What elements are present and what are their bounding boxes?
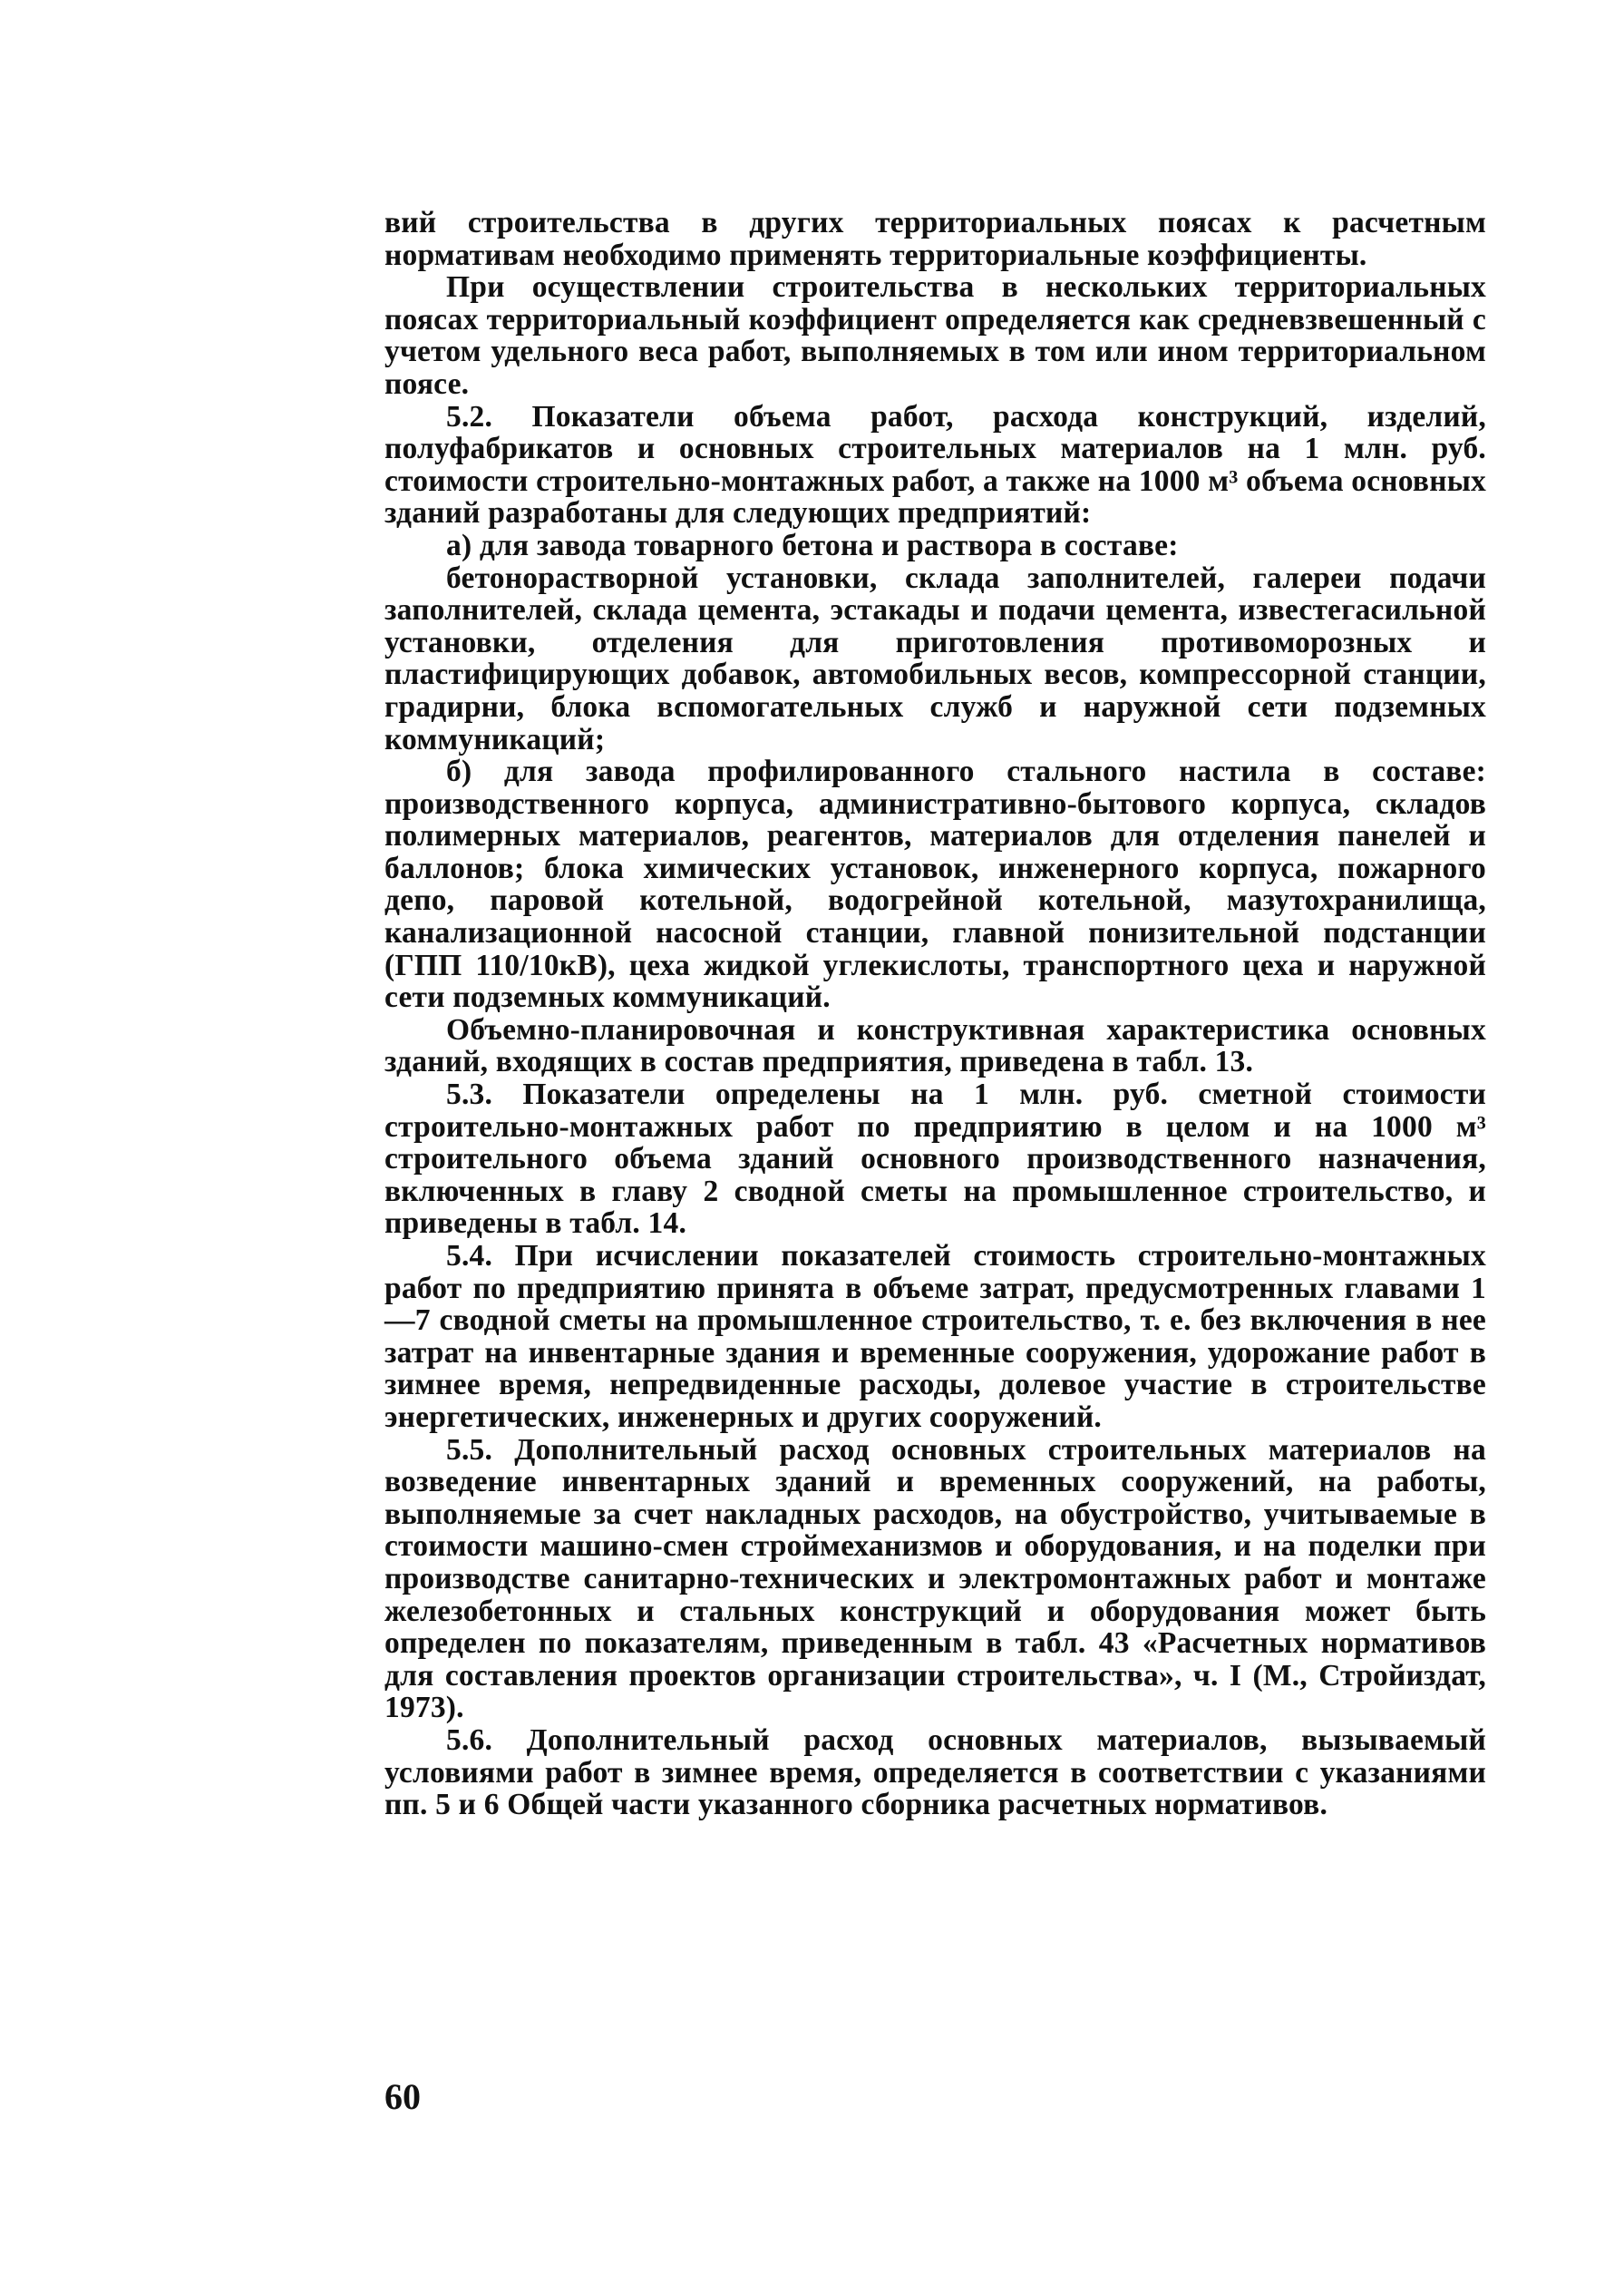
paragraph-5-6: 5.6. Дополнительный расход основных материалов, вызываемый условиями работ в зимнее время, определяется в соответствии с указаниями пп. 5 и 6 Общей части указанного сборника расчетных нормативов. bbox=[384, 1722, 1486, 1822]
paragraph-5-2: 5.2. Показатели объема работ, расхода конструкций, изделий, полуфабрикатов и основных строительных материалов на 1 млн. руб. стоимости строительно-монтажных работ, а также на 1000 м³ объема основных зданий разработаны для следующих предприятий: bbox=[384, 399, 1486, 531]
body-text bbox=[384, 207, 1486, 1821]
paragraph-5-3: 5.3. Показатели определены на 1 млн. руб. сметной стоимости строительно-монтажных работ по предприятию в целом и на 1000 м³ строительного объема зданий основного производственного назначения, включенных в главу 2 сводной сметы на промышленное строительство, и приведены в табл. 14. bbox=[384, 1078, 1486, 1241]
paragraph-list-b: б) для завода профилированного стального настила в составе: производственного корпуса, административно-бытового корпуса, складов полимерных материалов, реагентов, материалов для отделения панелей и баллонов; блока химических установок, инженерного корпуса, пожарного депо, паровой котельной, водогрейной котельной, мазутохранилища, канализационной насосной станции, главной понизительной подстанции (ГПП 110/10кВ), цеха жидкой углекислоты, транспортного цеха и наружной сети подземных коммуникаций. bbox=[384, 755, 1486, 1015]
paragraph-5-4: 5.4. При исчислении показателей стоимость строительно-монтажных работ по предприятию принята в объеме затрат, предусмотренных главами 1—7 сводной сметы на промышленное строительство, т. е. без включения в нее затрат на инвентарные здания и временные сооружения, удорожание работ в зимнее время, непредвиденные расходы, долевое участие в строительстве энергетических, инженерных и других сооружений. bbox=[384, 1239, 1486, 1434]
paragraph-list-a: а) для завода товарного бетона и раствора в составе: bbox=[446, 528, 1179, 562]
page-number: 60 bbox=[384, 2076, 421, 2117]
paragraph-5-5: 5.5. Дополнительный расход основных строительных материалов на возведение инвентарных зданий и временных сооружений, на работы, выполняемые за счет накладных расходов, на обустройство, учитываемые в стоимости машино-смен строймеханизмов и оборудования, и на поделки при производстве санитарно-технических и электромонтажных работ и монтаже железобетонных и стальных конструкций и оборудования может быть определен по показателям, приведенным в табл. 43 «Расчетных нормативов для составления проектов организации строительства», ч. I (М., Стройиздат, 1973). bbox=[384, 1432, 1486, 1725]
paragraph-territorial-coefficient: При осуществлении строительства в нескольких территориальных поясах территориальный коэффициент определяется как средневзвешенный с учетом удельного веса работ, выполняемых в том или ином территориальном поясе. bbox=[384, 270, 1486, 401]
paragraph-list-a-items: бетонорастворной установки, склада заполнителей, галереи подачи заполнителей, склада цемента, эстакады и подачи цемента, известегасильной установки, отделения для приготовления противоморозных и пластифицирующих добавок, автомобильных весов, компрессорной станции, градирни, блока вспомогательных служб и наружной сети подземных коммуникаций; bbox=[384, 561, 1486, 756]
paragraph-characteristics: Объемно-планировочная и конструктивная характеристика основных зданий, входящих в состав предприятия, приведена в табл. 13. bbox=[384, 1012, 1486, 1079]
paragraph-continuation: вий строительства в других территориальных поясах к расчетным нормативам необходимо применять территориальные коэффициенты. bbox=[384, 206, 1486, 272]
